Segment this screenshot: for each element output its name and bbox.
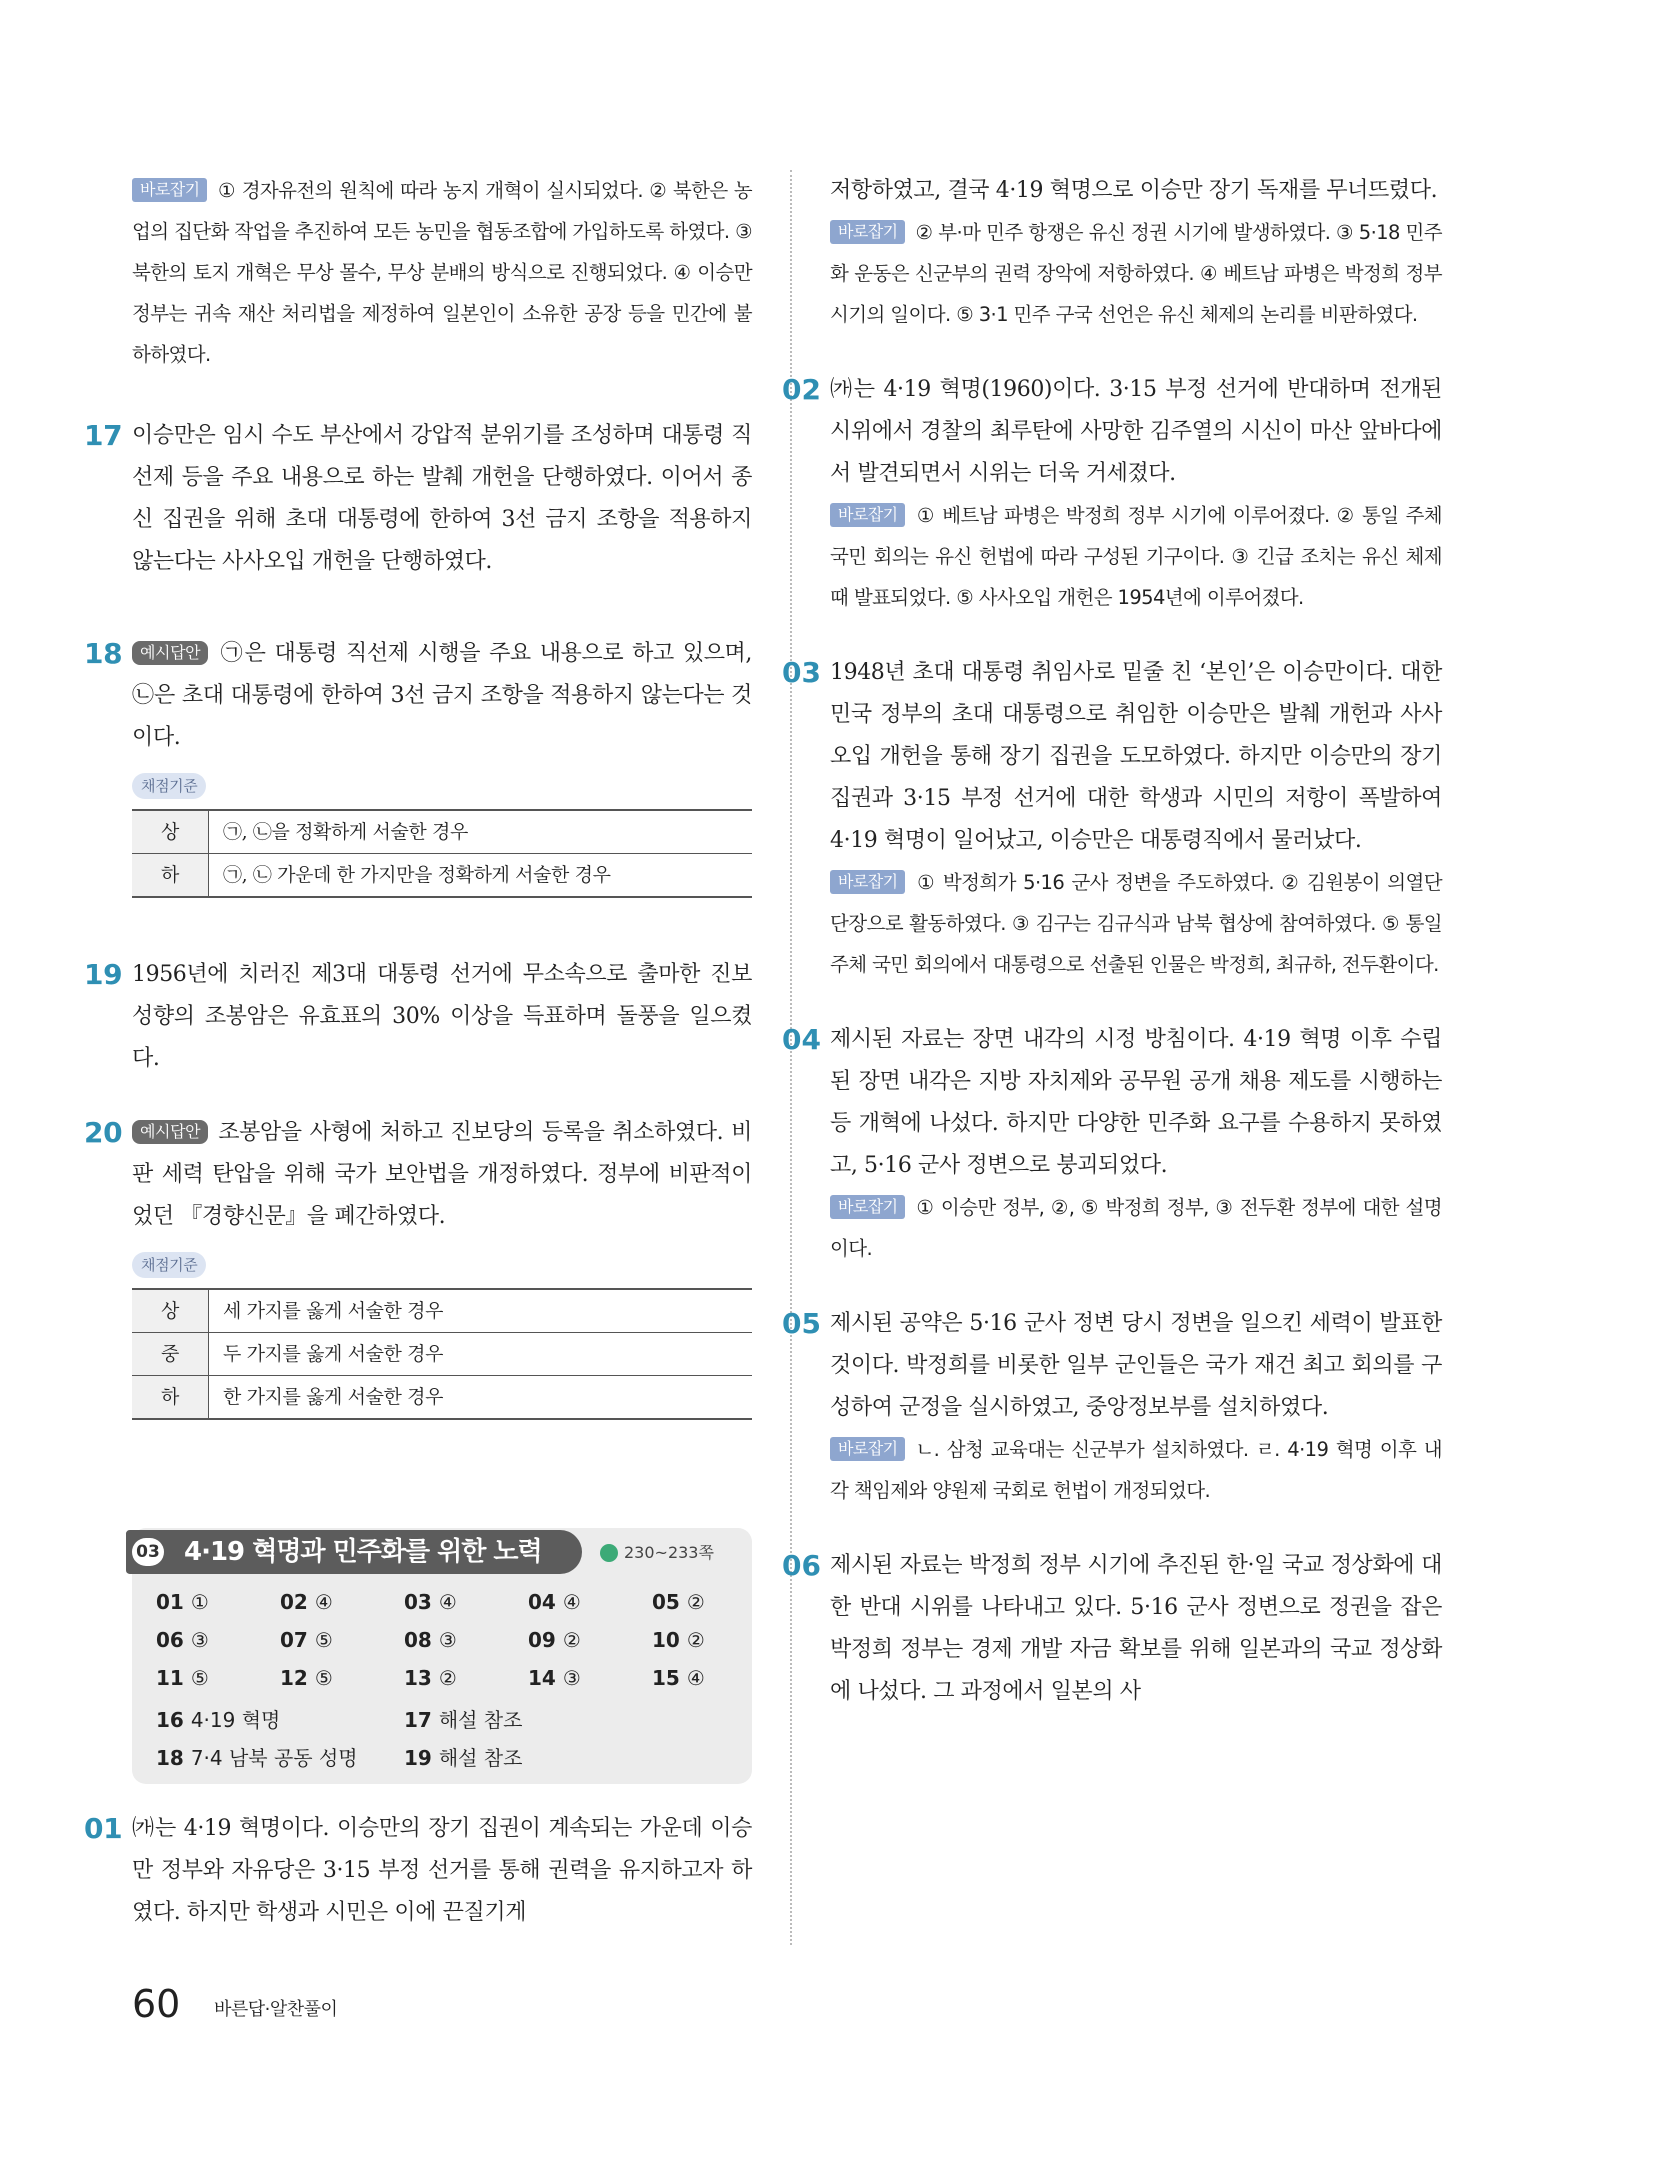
correction-badge: 바로잡기 — [132, 178, 207, 202]
correction-text: ㄴ. 삼청 교육대는 신군부가 설치하였다. ㄹ. 4·19 혁명 이후 내각 책임제와 양원제 국회로 헌법이 개정되었다. — [830, 1438, 1442, 1502]
question-17 — [84, 415, 752, 583]
explanation-text: ㈎는 4·19 혁명(1960)이다. 3·15 부정 선거에 반대하며 전개된 시위에서 경찰의 최루탄에 사망한 김주열의 시신이 마산 앞바다에서 발견되면서 시위는 더욱 거세졌다. — [830, 377, 1442, 486]
grade-description: 두 가지를 옳게 서술한 경우 — [209, 1333, 753, 1376]
question-19 — [84, 954, 752, 1080]
explanation-text: 제시된 공약은 5·16 군사 정변 당시 정변을 일으킨 세력이 발표한 것이다. 박정희를 비롯한 일부 군인들은 국가 재건 최고 회의를 구성하여 군정을 실시하였고, 중앙정보부를 설치하였다. — [830, 1311, 1442, 1420]
table-row — [132, 1289, 752, 1333]
grade-description: ㉠, ㉡을 정확하게 서술한 경우 — [209, 810, 753, 854]
answer-item: 14 ③ — [528, 1666, 581, 1690]
criteria-badge: 채점기준 — [132, 1252, 206, 1278]
grade-level: 상 — [132, 1289, 209, 1333]
question-number: 17 — [84, 419, 123, 452]
grade-level: 상 — [132, 810, 209, 854]
question-number: 02 — [782, 373, 821, 406]
criteria-badge: 채점기준 — [132, 773, 206, 799]
answer-item: 15 ④ — [652, 1666, 705, 1690]
grade-level: 중 — [132, 1333, 209, 1376]
question-20 — [84, 1112, 752, 1420]
grade-description: 한 가지를 옳게 서술한 경우 — [209, 1376, 753, 1420]
correction-badge: 바로잡기 — [830, 870, 905, 894]
footer-label: 바른답·알찬풀이 — [214, 1999, 338, 2020]
question-number: 04 — [782, 1023, 821, 1056]
left-column — [84, 170, 752, 1934]
grade-description: 세 가지를 옳게 서술한 경우 — [209, 1289, 753, 1333]
question-01-continued: 저항하였고, 결국 4·19 혁명으로 이승만 장기 독재를 무너뜨렸다. — [830, 178, 1438, 203]
question-number: 19 — [84, 958, 123, 991]
answer-item: 06 ③ — [156, 1628, 209, 1652]
correction-text: ① 베트남 파병은 박정희 정부 시기에 이루어졌다. ② 통일 주체 국민 회의는 유신 헌법에 따라 구성된 기구이다. ③ 긴급 조치는 유신 체제 때 발표되었다. ⑤ 사사오입 개헌은 1954년에 이루어졌다. — [830, 504, 1442, 609]
answer-item: 04 ④ — [528, 1590, 581, 1614]
section-title: 4·19 혁명과 민주화를 위한 노력 — [184, 1537, 542, 1567]
grade-level: 하 — [132, 854, 209, 898]
table-row — [132, 1376, 752, 1420]
question-18 — [84, 633, 752, 898]
correction — [830, 1187, 1442, 1269]
page-number: 60 — [132, 1982, 181, 2026]
correction-text: ① 경자유전의 원칙에 따라 농지 개혁이 실시되었다. ② 북한은 농업의 집단화 작업을 추진하여 모든 농민을 협동조합에 가입하도록 하였다. ③ 북한의 토지 개혁은 무상 몰수, 무상 분배의 방식으로 진행되었다. ④ 이승만 정부는 귀속 재산 처리법을 제정하여 일본인이 소유한 공장 등을 민간에 불하하였다. — [132, 179, 752, 366]
correction-text: ① 이승만 정부, ②, ⑤ 박정희 정부, ③ 전두환 정부에 대한 설명이다. — [830, 1196, 1442, 1260]
answer-summary-box — [132, 1528, 752, 1784]
example-answer-badge: 예시답안 — [132, 1120, 208, 1144]
answer-item: 09 ② — [528, 1628, 581, 1652]
answer-item: 12 ⑤ — [280, 1666, 333, 1690]
explanation-text: 1948년 초대 대통령 취임사로 밑줄 친 ‘본인’은 이승만이다. 대한민국 정부의 초대 대통령으로 취임한 이승만은 발췌 개헌과 사사오입 개헌을 통해 장기 집권을 도모하였다. 하지만 이승만의 장기 집권과 3·15 부정 선거에 대한 학생과 시민의 저항이 폭발하여 4·19 혁명이 일어났고, 이승만은 대통령직에서 물러났다. — [830, 660, 1442, 853]
page-marker-icon — [600, 1544, 618, 1562]
answer-item: 07 ⑤ — [280, 1628, 333, 1652]
answer-item: 10 ② — [652, 1628, 705, 1652]
question-01 — [84, 1808, 752, 1934]
correction-badge: 바로잡기 — [830, 220, 905, 244]
right-column — [782, 170, 1442, 1713]
answer-item: 08 ③ — [404, 1628, 457, 1652]
grade-level: 하 — [132, 1376, 209, 1420]
explanation-text: 제시된 자료는 장면 내각의 시정 방침이다. 4·19 혁명 이후 수립된 장면 내각은 지방 자치제와 공무원 공개 채용 제도를 시행하는 등 개혁에 나섰다. 하지만 다양한 민주화 요구를 수용하지 못하였고, 5·16 군사 정변으로 붕괴되었다. — [830, 1027, 1442, 1178]
explanation-text: 이승만은 임시 수도 부산에서 강압적 분위기를 조성하며 대통령 직선제 등을 주요 내용으로 하는 발췌 개헌을 단행하였다. 이어서 종신 집권을 위해 초대 대통령에 한하여 3선 금지 조항을 적용하지 않는다는 사사오입 개헌을 단행하였다. — [132, 423, 752, 574]
correction-text: ① 박정희가 5·16 군사 정변을 주도하였다. ② 김원봉이 의열단 단장으로 활동하였다. ③ 김구는 김규식과 남북 협상에 참여하였다. ⑤ 통일 주체 국민 회의에서 대통령으로 선출된 인물은 박정희, 최규하, 전두환이다. — [830, 871, 1442, 976]
correction-badge: 바로잡기 — [830, 1195, 905, 1219]
question-03 — [782, 652, 1442, 985]
question-number: 03 — [782, 656, 821, 689]
question-number: 05 — [782, 1307, 821, 1340]
question-number: 06 — [782, 1549, 821, 1582]
table-row — [132, 810, 752, 854]
table-row — [132, 854, 752, 898]
answer-item: 19 해설 참조 — [404, 1746, 523, 1770]
explanation-text: ㉠은 대통령 직선제 시행을 주요 내용으로 하고 있으며, ㉡은 초대 대통령에 한하여 3선 금지 조항을 적용하지 않는다는 것이다. — [132, 641, 752, 750]
correction-badge: 바로잡기 — [830, 1437, 905, 1461]
correction-badge: 바로잡기 — [830, 503, 905, 527]
table-row — [132, 1333, 752, 1376]
grading-table — [132, 809, 752, 898]
answer-item: 01 ① — [156, 1590, 209, 1614]
page-range-text: 230~233쪽 — [624, 1543, 714, 1562]
question-02 — [782, 369, 1442, 618]
question-number: 01 — [84, 1812, 123, 1845]
grading-table — [132, 1288, 752, 1420]
explanation-text: ㈎는 4·19 혁명이다. 이승만의 장기 집권이 계속되는 가운데 이승만 정부와 자유당은 3·15 부정 선거를 통해 권력을 유지하고자 하였다. 하지만 학생과 시민은 이에 끈질기게 — [132, 1816, 752, 1925]
answer-item: 16 4·19 혁명 — [156, 1708, 281, 1732]
section-header — [126, 1530, 582, 1574]
question-06 — [782, 1545, 1442, 1713]
question-04 — [782, 1019, 1442, 1269]
question-number: 20 — [84, 1116, 123, 1149]
question-05 — [782, 1303, 1442, 1511]
answer-item: 05 ② — [652, 1590, 705, 1614]
correction — [830, 1429, 1442, 1511]
explanation-text: 조봉암을 사형에 처하고 진보당의 등록을 취소하였다. 비판 세력 탄압을 위해 국가 보안법을 개정하였다. 정부에 비판적이었던 『경향신문』을 폐간하였다. — [132, 1120, 752, 1229]
correction — [830, 862, 1442, 985]
question-number: 18 — [84, 637, 123, 670]
answer-item: 02 ④ — [280, 1590, 333, 1614]
section-number: 03 — [132, 1538, 164, 1566]
answer-item: 18 7·4 남북 공동 성명 — [156, 1746, 358, 1770]
example-answer-badge: 예시답안 — [132, 641, 208, 665]
q16-correction — [132, 170, 752, 375]
correction-text: ② 부·마 민주 항쟁은 유신 정권 시기에 발생하였다. ③ 5·18 민주화 운동은 신군부의 권력 장악에 저항하였다. ④ 베트남 파병은 박정희 정부 시기의 일이다. ⑤ 3·1 민주 구국 선언은 유신 체제의 논리를 비판하였다. — [830, 221, 1442, 326]
answer-item: 03 ④ — [404, 1590, 457, 1614]
explanation-text: 제시된 자료는 박정희 정부 시기에 추진된 한·일 국교 정상화에 대한 반대 시위를 나타내고 있다. 5·16 군사 정변으로 정권을 잡은 박정희 정부는 경제 개발 자금 확보를 위해 일본과의 국교 정상화에 나섰다. 그 과정에서 일본의 사 — [830, 1553, 1442, 1704]
answer-item: 13 ② — [404, 1666, 457, 1690]
q01-correction — [830, 212, 1442, 335]
answer-item: 17 해설 참조 — [404, 1708, 523, 1732]
grade-description: ㉠, ㉡ 가운데 한 가지만을 정확하게 서술한 경우 — [209, 854, 753, 898]
correction — [830, 495, 1442, 618]
page-range — [600, 1540, 714, 1563]
answer-item: 11 ⑤ — [156, 1666, 209, 1690]
explanation-text: 1956년에 치러진 제3대 대통령 선거에 무소속으로 출마한 진보 성향의 조봉암은 유효표의 30% 이상을 득표하며 돌풍을 일으켰다. — [132, 962, 752, 1071]
